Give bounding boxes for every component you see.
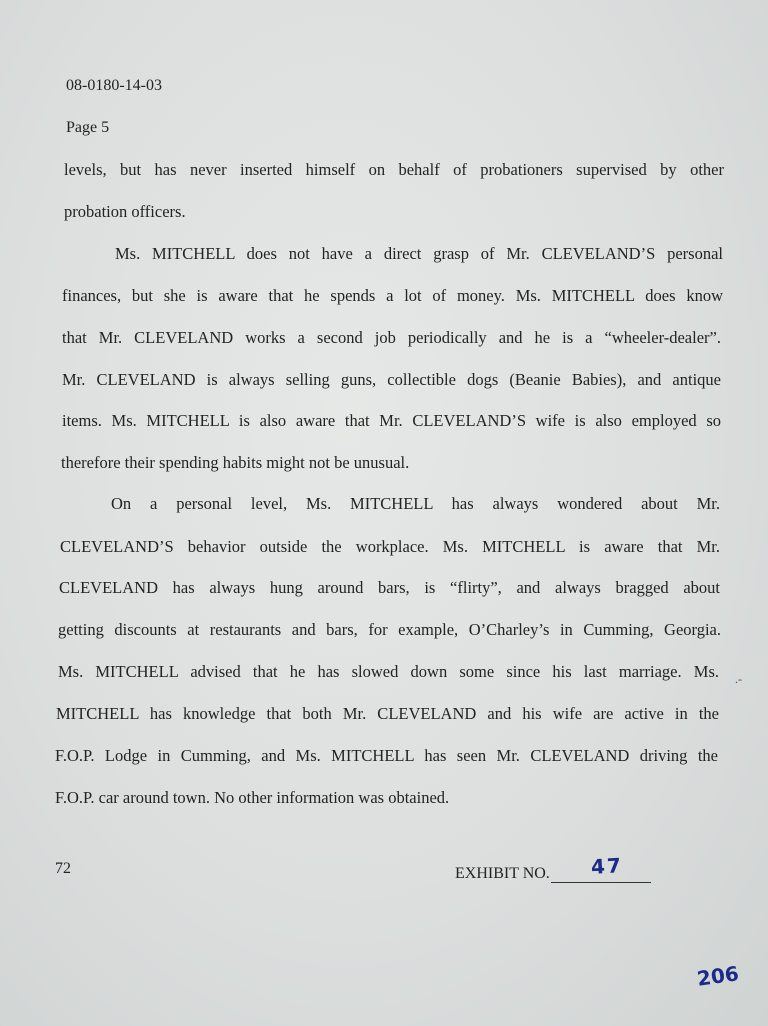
body-line: Ms. MITCHELL does not have a direct grasp of Mr. CLEVELAND’S personal [115, 244, 723, 263]
body-line: CLEVELAND has always hung around bars, is “flirty”, and always bragged about [59, 578, 720, 597]
body-line: MITCHELL has knowledge that both Mr. CLEVELAND and his wife are active in the [56, 704, 719, 723]
body-line: On a personal level, Ms. MITCHELL has always wondered about Mr. [111, 494, 720, 513]
footer-page-number: 72 [55, 860, 71, 877]
handwritten-page-number: 206 [695, 961, 741, 991]
body-line: CLEVELAND’S behavior outside the workplace. Ms. MITCHELL is aware that Mr. [60, 537, 720, 556]
body-line: Mr. CLEVELAND is always selling guns, collectible dogs (Beanie Babies), and antique [62, 370, 721, 389]
body-line: Ms. MITCHELL advised that he has slowed down some since his last marriage. Ms. [58, 662, 719, 681]
case-number: 08-0180-14-03 [66, 77, 162, 94]
body-line: F.O.P. Lodge in Cumming, and Ms. MITCHELL has seen Mr. CLEVELAND driving the [55, 746, 718, 765]
exhibit-number-line [551, 853, 651, 883]
body-line: F.O.P. car around town. No other information was obtained. [55, 788, 450, 807]
margin-mark: .- [735, 672, 742, 686]
exhibit-label: EXHIBIT NO. [455, 865, 550, 882]
body-line: that Mr. CLEVELAND works a second job periodically and he is a “wheeler-dealer”. [62, 328, 721, 347]
body-line: probation officers. [64, 202, 186, 221]
body-line: therefore their spending habits might not be unusual. [61, 453, 410, 472]
body-line: levels, but has never inserted himself on behalf of probationers supervised by other [64, 160, 724, 179]
exhibit-handwritten-number: 47 [590, 853, 624, 879]
body-line: getting discounts at restaurants and bars, for example, O’Charley’s in Cumming, Georgia. [58, 620, 721, 639]
body-line: finances, but she is aware that he spends a lot of money. Ms. MITCHELL does know [62, 286, 723, 305]
exhibit-label-block [455, 853, 651, 883]
body-line: items. Ms. MITCHELL is also aware that Mr. CLEVELAND’S wife is also employed so [62, 411, 721, 430]
page-label: Page 5 [66, 119, 110, 136]
